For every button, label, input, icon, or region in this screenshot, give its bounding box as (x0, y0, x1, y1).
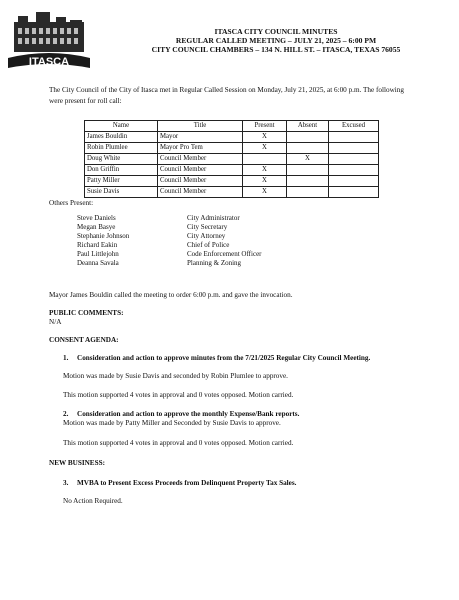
person-role: City Attorney (187, 232, 226, 241)
table-header-row (85, 121, 379, 132)
person-role: Chief of Police (187, 241, 230, 250)
cell-excused (329, 187, 379, 198)
column-header-title: Title (158, 121, 243, 132)
list-item (77, 232, 262, 241)
consent-item-2-number: 2. (63, 410, 69, 418)
cell-absent (287, 176, 329, 187)
others-present-label: Others Present: (49, 199, 94, 207)
cell-excused (329, 132, 379, 143)
new-business-item-3-title: MVBA to Present Excess Proceeds from Delinquent Property Tax Sales. (77, 479, 297, 487)
list-item (77, 250, 262, 259)
cell-present: X (243, 176, 287, 187)
person-role: Code Enforcement Officer (187, 250, 262, 259)
others-present-list (77, 214, 262, 269)
consent-item-2-motion: Motion was made by Patty Miller and Seconded by Susie Davis to approve. (63, 419, 281, 427)
intro-paragraph: The City Council of the City of Itasca met in Regular Called Session on Monday, July 21, 2025, at 6:00 p.m. The following were present for roll call: (49, 86, 404, 105)
document-header (96, 27, 456, 54)
new-business-heading: NEW BUSINESS: (49, 459, 105, 467)
cell-title: Mayor (158, 132, 243, 143)
header-meeting: REGULAR CALLED MEETING – JULY 21, 2025 – 6:00 PM (175, 36, 377, 45)
table-row (85, 154, 379, 165)
cell-title: Mayor Pro Tem (158, 143, 243, 154)
person-role: City Secretary (187, 223, 228, 232)
consent-item-1-motion: Motion was made by Susie Davis and seconded by Robin Plumlee to approve. (63, 372, 288, 380)
person-name: Richard Eakin (77, 241, 118, 250)
table-row (85, 176, 379, 187)
cell-absent (287, 165, 329, 176)
table-row (85, 187, 379, 198)
table-row (85, 143, 379, 154)
consent-agenda-heading: CONSENT AGENDA: (49, 336, 119, 344)
person-name: Paul Littlejohn (77, 250, 119, 259)
person-name: Megan Basye (77, 223, 116, 232)
table-row (85, 132, 379, 143)
public-comments-text: N/A (49, 318, 62, 326)
cell-title: Council Member (158, 165, 243, 176)
cell-present: X (243, 132, 287, 143)
cell-name: Don Griffin (85, 165, 158, 176)
public-comments-heading: PUBLIC COMMENTS: (49, 309, 124, 317)
cell-name: Robin Plumlee (85, 143, 158, 154)
list-item (77, 241, 262, 250)
list-item (77, 259, 262, 268)
cell-absent (287, 143, 329, 154)
cell-absent (287, 187, 329, 198)
column-header-present: Present (243, 121, 287, 132)
new-business-item-3-number: 3. (63, 479, 69, 487)
cell-title: Council Member (158, 154, 243, 165)
table-row (85, 165, 379, 176)
cell-present: X (243, 143, 287, 154)
header-title: ITASCA CITY COUNCIL MINUTES (214, 27, 338, 36)
cell-title: Council Member (158, 187, 243, 198)
roll-call-table (84, 120, 379, 198)
consent-item-1-title: Consideration and action to approve minutes from the 7/21/2025 Regular City Council Meeting. (77, 354, 371, 362)
cell-excused (329, 176, 379, 187)
cell-absent (287, 132, 329, 143)
new-business-item-3-action: No Action Required. (63, 497, 123, 505)
person-name: Deanna Savala (77, 259, 119, 268)
cell-excused (329, 165, 379, 176)
cell-name: Patty Miller (85, 176, 158, 187)
cell-name: Doug White (85, 154, 158, 165)
consent-item-2-result: This motion supported 4 votes in approval and 0 votes opposed. Motion carried. (63, 439, 294, 447)
itasca-logo (6, 8, 92, 70)
column-header-name: Name (85, 121, 158, 132)
person-name: Steve Daniels (77, 214, 116, 222)
cell-excused (329, 154, 379, 165)
cell-present: X (243, 165, 287, 176)
cell-title: Council Member (158, 176, 243, 187)
person-role: Planning & Zoning (187, 259, 242, 268)
cell-excused (329, 143, 379, 154)
consent-item-2-title: Consideration and action to approve the monthly Expense/Bank reports. (77, 410, 300, 418)
person-role: City Administrator (187, 214, 240, 222)
list-item (77, 223, 262, 232)
cell-absent: X (287, 154, 329, 165)
header-location: CITY COUNCIL CHAMBERS – 134 N. HILL ST. – ITASCA, TEXAS 76055 (151, 45, 401, 54)
column-header-absent: Absent (287, 121, 329, 132)
svg-text:ITASCA: ITASCA (28, 56, 70, 68)
consent-item-1-number: 1. (63, 354, 69, 362)
column-header-excused: Excused (329, 121, 379, 132)
cell-name: James Bouldin (85, 132, 158, 143)
call-to-order: Mayor James Bouldin called the meeting to order 6:00 p.m. and gave the invocation. (49, 291, 293, 299)
consent-item-1-result: This motion supported 4 votes in approval and 0 votes opposed. Motion carried. (63, 391, 294, 399)
list-item (77, 214, 262, 223)
cell-present: X (243, 187, 287, 198)
cell-present (243, 154, 287, 165)
person-name: Stephanie Johnson (77, 232, 130, 241)
cell-name: Susie Davis (85, 187, 158, 198)
